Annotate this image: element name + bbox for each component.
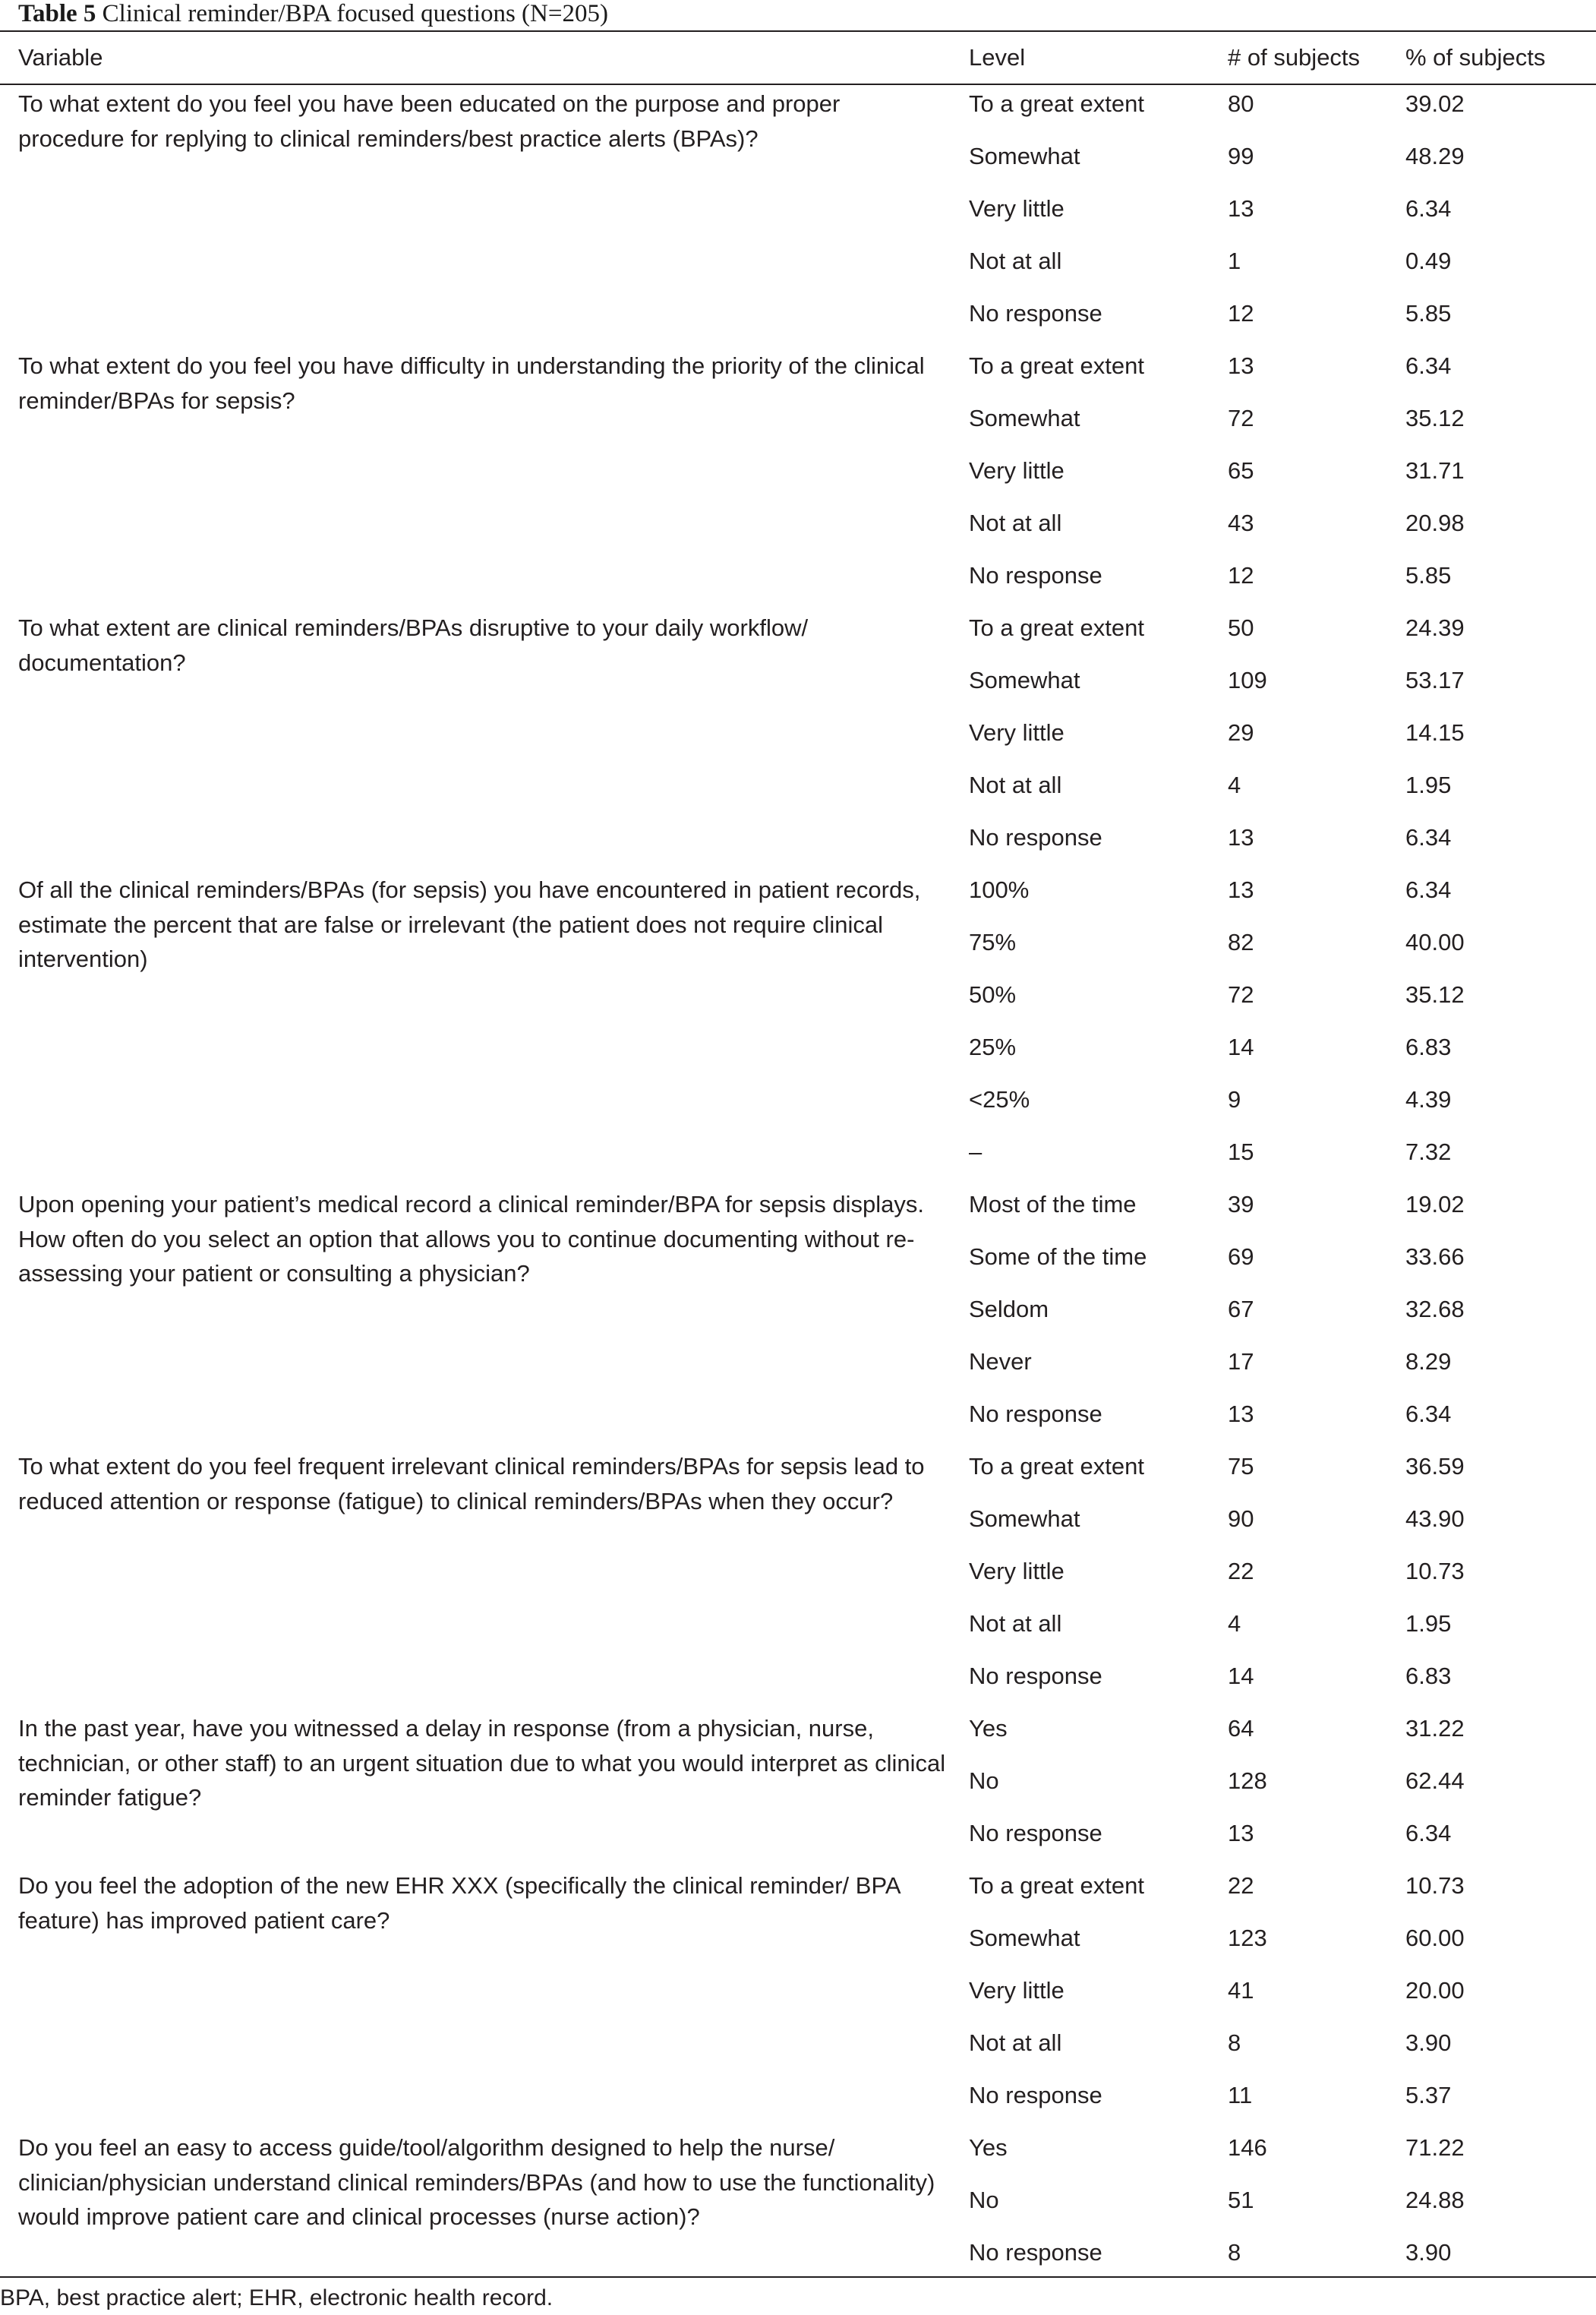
level-cell: Most of the time [969, 1191, 1137, 1218]
subject-count-cell: 13 [1228, 824, 1254, 851]
level-cell: To a great extent [969, 614, 1144, 641]
subject-percent-cell: 35.12 [1405, 981, 1465, 1008]
table-title: Clinical reminder/BPA focused questions (N=205) [102, 0, 608, 27]
level-cell: Not at all [969, 248, 1062, 274]
question-text: Do you feel an easy to access guide/tool/algorithm designed to help the nurse/ clinician/physician understand clinical reminders/BPAs (and how to use the functionality) would improve patient care and clinical processes (nurse action)? [18, 2134, 935, 2230]
subject-count-cell: 17 [1228, 1348, 1254, 1375]
question-text: Of all the clinical reminders/BPAs (for sepsis) you have encountered in patient records, estimate the percent that are false or irrelevant (the patient does not require clinical intervention) [18, 876, 921, 972]
subject-percent-cell: 33.66 [1405, 1243, 1465, 1270]
subject-count-cell: 11 [1228, 2082, 1253, 2108]
question-text: To what extent do you feel you have been educated on the purpose and proper procedure for replying to clinical reminders/best practice alerts (BPAs)? [18, 90, 841, 152]
level-cell: Some of the time [969, 1243, 1147, 1270]
level-cell: Not at all [969, 1610, 1062, 1637]
subject-percent-cell: 32.68 [1405, 1296, 1465, 1322]
level-cell: To a great extent [969, 352, 1144, 379]
subject-count-cell: 128 [1228, 1767, 1267, 1794]
subject-percent-cell: 6.83 [1405, 1663, 1452, 1689]
question-group [0, 1711, 1596, 1868]
table-caption [18, 0, 608, 30]
subject-percent-cell: 5.37 [1405, 2082, 1452, 2108]
level-cell: Not at all [969, 772, 1062, 798]
level-cell: To a great extent [969, 1872, 1144, 1899]
level-cell: Yes [969, 2134, 1008, 2161]
subject-percent-cell: 10.73 [1405, 1558, 1465, 1584]
question-text: To what extent are clinical reminders/BPAs disruptive to your daily workflow/ documentation? [18, 614, 809, 676]
question-group [0, 87, 1596, 349]
subject-percent-cell: 6.34 [1405, 1401, 1452, 1427]
subject-percent-cell: 5.85 [1405, 562, 1452, 589]
level-cell: No response [969, 2239, 1102, 2266]
subject-percent-cell: 6.34 [1405, 876, 1452, 903]
subject-percent-cell: 19.02 [1405, 1191, 1465, 1218]
subject-count-cell: 51 [1228, 2187, 1254, 2213]
subject-percent-cell: 6.34 [1405, 824, 1452, 851]
subject-count-cell: 14 [1228, 1034, 1254, 1060]
subject-percent-cell: 3.90 [1405, 2029, 1452, 2056]
subject-count-cell: 22 [1228, 1872, 1254, 1899]
question-group [0, 1868, 1596, 2130]
subject-count-cell: 72 [1228, 405, 1254, 431]
subject-percent-cell: 36.59 [1405, 1453, 1465, 1480]
table-header-rule [0, 84, 1596, 85]
question-group [0, 2130, 1596, 2288]
question-text: Upon opening your patient’s medical record a clinical reminder/BPA for sepsis displays. How often do you select an option that allows you to continue documenting without re-assessing your patient or consulting a physician? [18, 1191, 924, 1287]
subject-percent-cell: 1.95 [1405, 772, 1452, 798]
level-cell: Very little [969, 457, 1065, 484]
subject-count-cell: 12 [1228, 562, 1254, 589]
subject-count-cell: 90 [1228, 1505, 1254, 1532]
header-subject-percent: % of subjects [1405, 44, 1546, 71]
level-cell: No response [969, 824, 1102, 851]
subject-count-cell: 1 [1228, 248, 1241, 274]
question-text: To what extent do you feel you have difficulty in understanding the priority of the clinical reminder/BPAs for sepsis? [18, 352, 925, 414]
subject-percent-cell: 6.34 [1405, 195, 1452, 222]
header-subject-count: # of subjects [1228, 44, 1361, 71]
subject-count-cell: 72 [1228, 981, 1254, 1008]
subject-count-cell: 15 [1228, 1139, 1254, 1165]
subject-percent-cell: 48.29 [1405, 143, 1465, 169]
table-bottom-rule [0, 2276, 1596, 2278]
subject-percent-cell: 5.85 [1405, 300, 1452, 327]
level-cell: Not at all [969, 510, 1062, 536]
level-cell: 25% [969, 1034, 1017, 1060]
question-group [0, 1449, 1596, 1711]
subject-percent-cell: 7.32 [1405, 1139, 1452, 1165]
level-cell: Very little [969, 1977, 1065, 2004]
subject-percent-cell: 1.95 [1405, 1610, 1452, 1637]
level-cell: – [969, 1139, 983, 1165]
subject-count-cell: 123 [1228, 1925, 1267, 1951]
level-cell: 50% [969, 981, 1017, 1008]
level-cell: To a great extent [969, 1453, 1144, 1480]
table-footnote: BPA, best practice alert; EHR, electronic health record. [0, 2285, 554, 2310]
subject-count-cell: 69 [1228, 1243, 1254, 1270]
level-cell: Somewhat [969, 667, 1080, 693]
subject-percent-cell: 4.39 [1405, 1086, 1452, 1113]
subject-percent-cell: 53.17 [1405, 667, 1465, 693]
level-cell: Never [969, 1348, 1032, 1375]
level-cell: 75% [969, 929, 1017, 955]
subject-percent-cell: 6.34 [1405, 352, 1452, 379]
subject-count-cell: 82 [1228, 929, 1254, 955]
subject-percent-cell: 62.44 [1405, 1767, 1465, 1794]
subject-count-cell: 75 [1228, 1453, 1254, 1480]
subject-percent-cell: 24.39 [1405, 614, 1465, 641]
subject-percent-cell: 71.22 [1405, 2134, 1465, 2161]
level-cell: Somewhat [969, 143, 1080, 169]
subject-count-cell: 99 [1228, 143, 1254, 169]
level-cell: No [969, 1767, 999, 1794]
subject-percent-cell: 24.88 [1405, 2187, 1465, 2213]
table-label: Table 5 [18, 0, 96, 27]
subject-count-cell: 13 [1228, 1401, 1254, 1427]
subject-percent-cell: 14.15 [1405, 719, 1465, 746]
subject-count-cell: 50 [1228, 614, 1254, 641]
subject-percent-cell: 35.12 [1405, 405, 1465, 431]
header-level: Level [969, 44, 1026, 71]
subject-percent-cell: 31.22 [1405, 1715, 1465, 1742]
subject-count-cell: 8 [1228, 2239, 1241, 2266]
header-variable: Variable [18, 44, 103, 71]
level-cell: To a great extent [969, 90, 1144, 117]
subject-count-cell: 13 [1228, 1820, 1254, 1846]
subject-percent-cell: 20.98 [1405, 510, 1465, 536]
subject-percent-cell: 8.29 [1405, 1348, 1452, 1375]
subject-count-cell: 9 [1228, 1086, 1241, 1113]
subject-count-cell: 29 [1228, 719, 1254, 746]
question-text: In the past year, have you witnessed a delay in response (from a physician, nurse, technician, or other staff) to an urgent situation due to what you would interpret as clinical reminder fatigue? [18, 1715, 946, 1811]
level-cell: <25% [969, 1086, 1030, 1113]
level-cell: Yes [969, 1715, 1008, 1742]
level-cell: Somewhat [969, 1505, 1080, 1532]
subject-percent-cell: 43.90 [1405, 1505, 1465, 1532]
level-cell: No response [969, 562, 1102, 589]
subject-percent-cell: 10.73 [1405, 1872, 1465, 1899]
subject-count-cell: 64 [1228, 1715, 1254, 1742]
subject-count-cell: 65 [1228, 457, 1254, 484]
subject-count-cell: 41 [1228, 1977, 1254, 2004]
subject-count-cell: 43 [1228, 510, 1254, 536]
subject-count-cell: 12 [1228, 300, 1254, 327]
level-cell: No response [969, 1401, 1102, 1427]
level-cell: Seldom [969, 1296, 1049, 1322]
subject-count-cell: 14 [1228, 1663, 1254, 1689]
subject-count-cell: 146 [1228, 2134, 1267, 2161]
level-cell: Very little [969, 195, 1065, 222]
level-cell: Not at all [969, 2029, 1062, 2056]
subject-percent-cell: 6.34 [1405, 1820, 1452, 1846]
level-cell: No response [969, 1820, 1102, 1846]
question-group [0, 873, 1596, 1187]
level-cell: Somewhat [969, 1925, 1080, 1951]
subject-count-cell: 22 [1228, 1558, 1254, 1584]
subject-count-cell: 4 [1228, 772, 1241, 798]
subject-count-cell: 80 [1228, 90, 1254, 117]
subject-count-cell: 8 [1228, 2029, 1241, 2056]
level-cell: No response [969, 300, 1102, 327]
subject-count-cell: 67 [1228, 1296, 1254, 1322]
level-cell: No [969, 2187, 999, 2213]
question-group [0, 1187, 1596, 1449]
subject-count-cell: 13 [1228, 876, 1254, 903]
subject-percent-cell: 39.02 [1405, 90, 1465, 117]
subject-count-cell: 39 [1228, 1191, 1254, 1218]
question-text: Do you feel the adoption of the new EHR XXX (specifically the clinical reminder/ BPA feature) has improved patient care? [18, 1872, 900, 1934]
level-cell: No response [969, 1663, 1102, 1689]
level-cell: 100% [969, 876, 1030, 903]
subject-count-cell: 4 [1228, 1610, 1241, 1637]
subject-percent-cell: 6.83 [1405, 1034, 1452, 1060]
level-cell: Somewhat [969, 405, 1080, 431]
level-cell: No response [969, 2082, 1102, 2108]
subject-percent-cell: 40.00 [1405, 929, 1465, 955]
question-text: To what extent do you feel frequent irrelevant clinical reminders/BPAs for sepsis lead to reduced attention or response (fatigue) to clinical reminders/BPAs when they occur? [18, 1453, 925, 1514]
subject-percent-cell: 20.00 [1405, 1977, 1465, 2004]
subject-percent-cell: 31.71 [1405, 457, 1465, 484]
subject-count-cell: 109 [1228, 667, 1267, 693]
subject-percent-cell: 3.90 [1405, 2239, 1452, 2266]
question-group [0, 349, 1596, 611]
subject-count-cell: 13 [1228, 352, 1254, 379]
level-cell: Very little [969, 719, 1065, 746]
subject-percent-cell: 60.00 [1405, 1925, 1465, 1951]
question-group [0, 611, 1596, 873]
table-top-rule [0, 30, 1596, 32]
level-cell: Very little [969, 1558, 1065, 1584]
subject-count-cell: 13 [1228, 195, 1254, 222]
subject-percent-cell: 0.49 [1405, 248, 1452, 274]
